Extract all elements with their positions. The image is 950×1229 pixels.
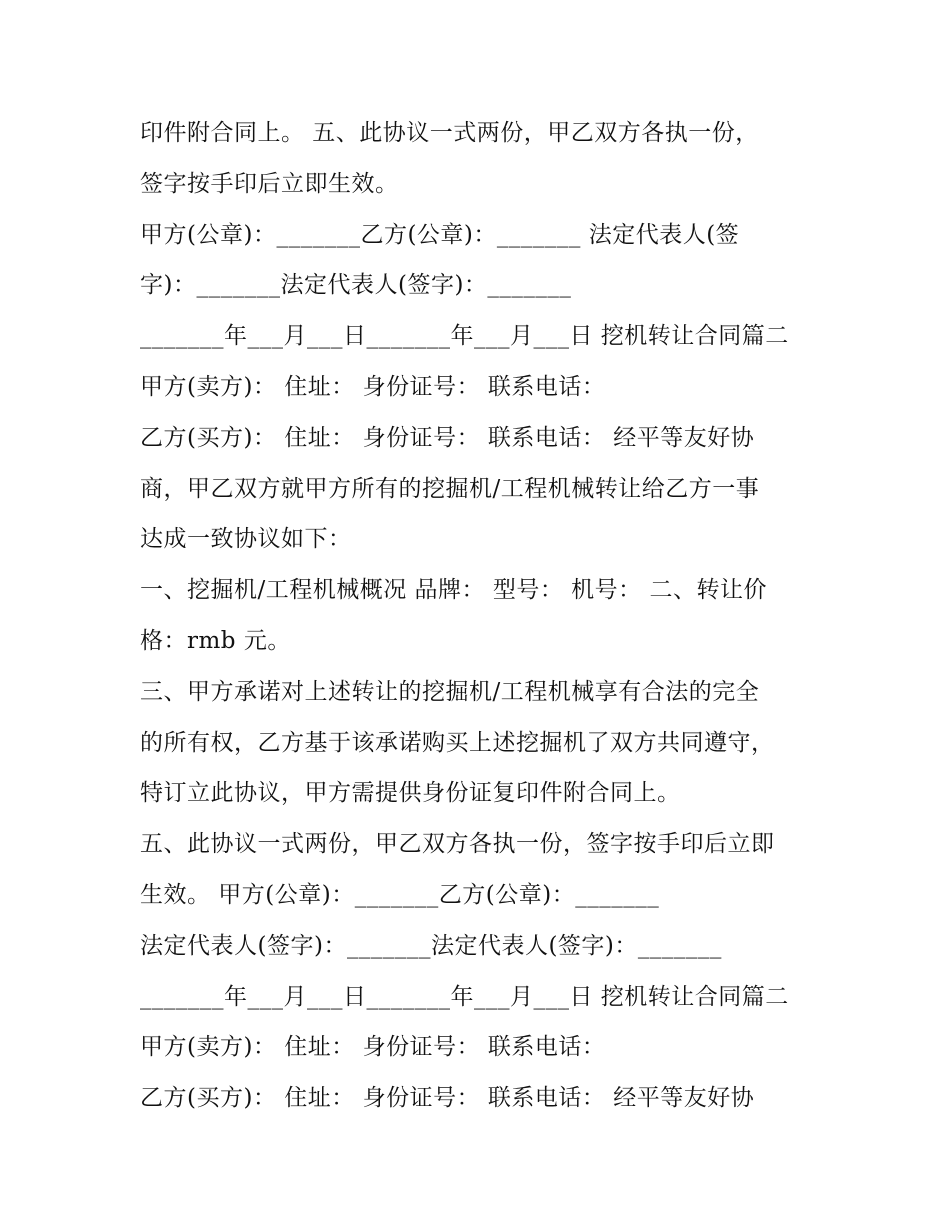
- contract-text: [140, 108, 830, 1124]
- text-line: 甲方(卖方)： 住址： 身份证号： 联系电话：: [140, 1034, 606, 1061]
- text-line: 的所有权，乙方基于该承诺购买上述挖掘机了双方共同遵守，: [140, 729, 775, 756]
- text-line: 商，甲乙双方就甲方所有的挖掘机/工程机械转让给乙方一事: [140, 475, 760, 502]
- text-line: 字)：_______法定代表人(签字)：_______: [140, 272, 572, 299]
- text-line: 印件附合同上。 五、此协议一式两份，甲乙双方各执一份，: [140, 120, 759, 146]
- text-line: 乙方(买方)： 住址： 身份证号： 联系电话： 经平等友好协: [140, 1085, 755, 1112]
- text-line: 一、挖掘机/工程机械概况 品牌： 型号： 机号： 二、转让价: [140, 577, 767, 604]
- text-line: 五、此协议一式两份，甲乙双方各执一份，签字按手印后立即: [140, 831, 775, 858]
- text-line: 乙方(买方)： 住址： 身份证号： 联系电话： 经平等友好协: [140, 424, 755, 451]
- text-line: 签字按手印后立即生效。: [140, 170, 399, 197]
- text-line: 三、甲方承诺对上述转让的挖掘机/工程机械享有合法的完全: [140, 678, 760, 705]
- text-line: 甲方(公章)：_______乙方(公章)：_______ 法定代表人(签: [140, 221, 740, 248]
- text-line: 生效。 甲方(公章)：_______乙方(公章)：_______: [140, 881, 660, 908]
- text-line: _______年___月___日_______年___月___日 挖机转让合同篇二: [140, 323, 789, 350]
- text-line: 格：rmb 元。: [140, 627, 291, 654]
- text-line: 法定代表人(签字)：_______法定代表人(签字)：_______: [140, 932, 722, 959]
- text-line: 达成一致协议如下：: [140, 526, 352, 553]
- text-line: 特订立此协议，甲方需提供身份证复印件附合同上。: [140, 780, 681, 807]
- text-line: 甲方(卖方)： 住址： 身份证号： 联系电话：: [140, 373, 606, 400]
- text-line: _______年___月___日_______年___月___日 挖机转让合同篇二: [140, 983, 789, 1010]
